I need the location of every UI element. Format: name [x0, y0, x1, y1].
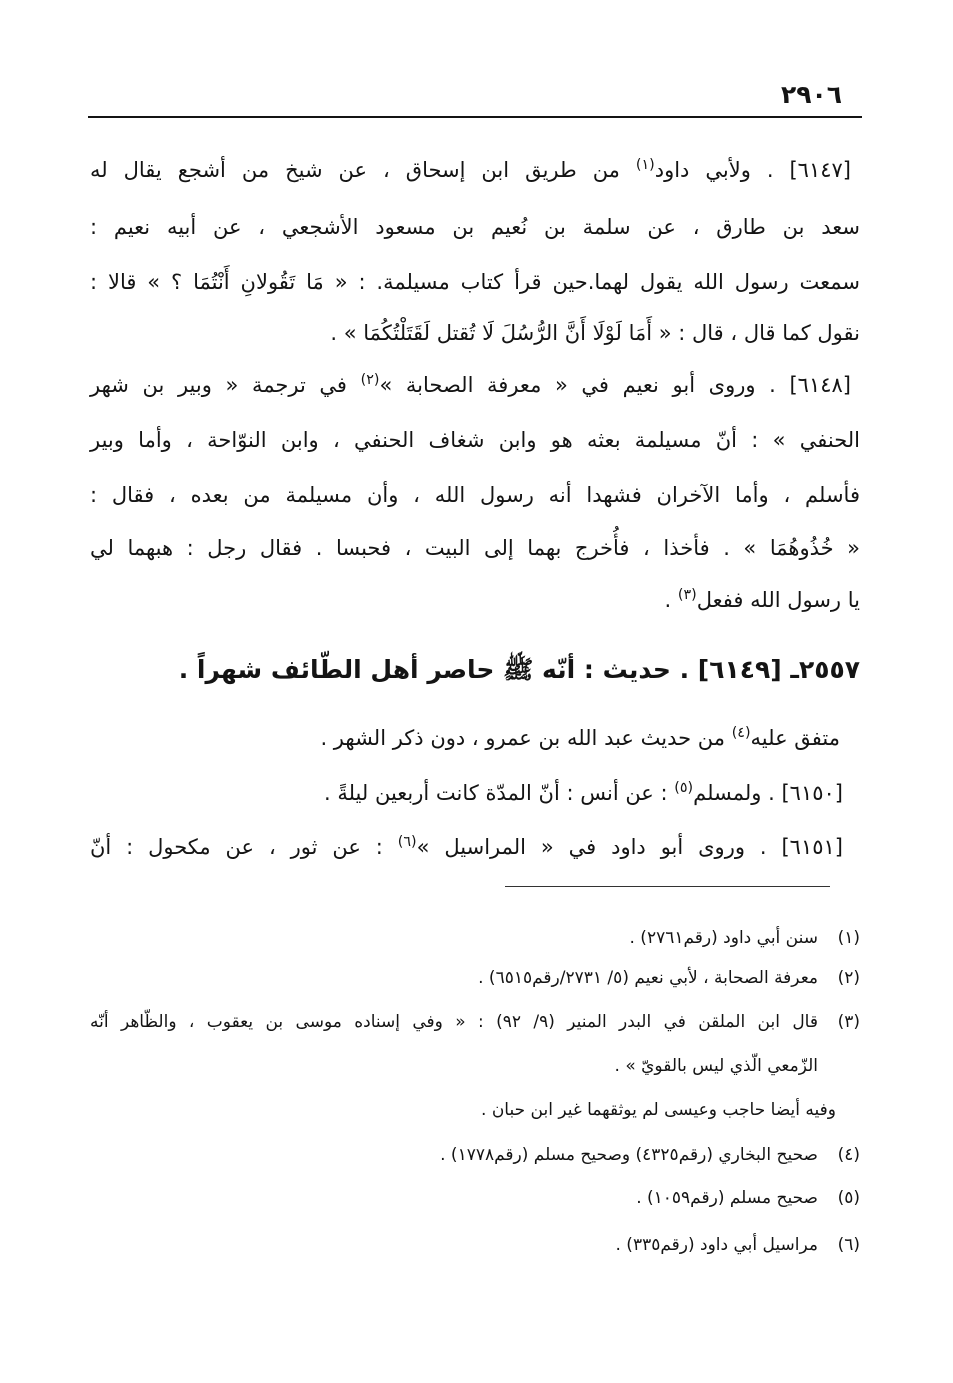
body-line [90, 370, 860, 400]
footnote-number: (٦) [837, 1235, 860, 1255]
line-text: [٦١٤٨] . وروى أبو نعيم في « معرفة الصحابة » [379, 373, 851, 397]
body-line: الحنفي » : أنّ مسيلمة بعثه هو وابن شغاف الحنفي ، وابن النوّاحة ، وأما وبير [90, 428, 860, 452]
footnote-text: الزّمعي الّذي ليس بالقويّ » . [614, 1056, 818, 1076]
footnote-text: صحيح البخاري (رقم٤٣٢٥) وصحيح مسلم (رقم١٧٧٨) . [440, 1145, 818, 1165]
footnote-number: (٢) [837, 968, 860, 988]
footnote-text: قال ابن الملقن في البدر المنير (٩/ ٩٢) : « وفي إسناده موسى بن يعقوب ، والظّاهر أنّه [90, 1012, 818, 1032]
body-line: سمعت رسول الله يقول لهما.حين قرأ كتاب مسيلمة. : « مَا تَقُولانِ أَنْتُمَا ؟ » قالا : [90, 270, 860, 294]
footnote-text: معرفة الصحابة ، لأبي نعيم (٥/ ٢٧٣١/رقم٦٥١٥) . [478, 968, 818, 988]
footnote-ref: (٥) [674, 780, 694, 797]
footnote-number: (٣) [837, 1012, 860, 1032]
footnote-number: (٤) [837, 1145, 860, 1165]
footnote [90, 925, 860, 951]
footnote-divider [505, 886, 830, 887]
footnote-text: مراسيل أبي داود (رقم٣٣٥) . [615, 1235, 818, 1255]
footnote-note [90, 1097, 860, 1123]
line-text: من حديث عبد الله بن عمرو ، دون ذكر الشهر . [320, 726, 732, 750]
body-line: نقول كما قال ، قال : « أَمَا لَوْلَا أَنَّ الرُّسُلَ لَا تُقتل لَقَتَلْتُكُمَا » . [330, 321, 860, 345]
footnote [90, 1232, 860, 1258]
body-line [90, 723, 860, 753]
footnote [90, 1142, 860, 1168]
line-text: متفق عليه [750, 726, 840, 750]
body-line [90, 778, 860, 808]
footnote-number: (١) [837, 928, 860, 948]
footnote [90, 965, 860, 991]
footnote-ref: (٢) [360, 372, 380, 389]
line-text: في ترجمة « وبير بن شهر [90, 373, 361, 397]
footnote-ref: (٤) [731, 725, 751, 742]
footnote-continuation [90, 1053, 860, 1079]
line-text: [٦١٥١] . وروى أبو داود في « المراسيل » [416, 835, 843, 859]
footnote [90, 1185, 860, 1211]
line-text: [٦١٤٧] . ولأبي داود [654, 158, 851, 182]
footnote-text: سنن أبي داود (رقم٢٧٦١) . [629, 928, 818, 948]
footnote [90, 1009, 860, 1035]
line-text: يا رسول الله ففعل [696, 588, 860, 612]
body-line: « خُذُوهُمَا » . فأخذا ، فأُخرج بهما إلى البيت ، فحبسا . فقال رجل : هبهما لي [90, 536, 860, 560]
body-line: فأسلم ، وأما الآخران فشهدا أنه رسول الله ، وأن مسيلمة من بعده ، فقال : [90, 483, 860, 507]
body-line [90, 585, 860, 615]
body-line [90, 155, 860, 185]
line-text: : عن أنس : أنّ المدّة كانت أربعين ليلةً . [323, 781, 675, 805]
footnote-ref: (٦) [397, 834, 417, 851]
line-text: من طريق ابن إسحاق ، عن شيخ من أشجع يقال له [90, 158, 636, 182]
body-line [90, 832, 860, 862]
footnote-text: وفيه أيضا حاجب وعيسى لم يوثقهما غير ابن حبان . [481, 1100, 836, 1120]
footnote-ref: (١) [635, 157, 655, 174]
footnote-text: صحيح مسلم (رقم١٠٥٩) . [636, 1188, 818, 1208]
footnote-ref: (٣) [677, 587, 697, 604]
line-text: : عن ثور ، عن مكحول : أنّ [90, 835, 398, 859]
footnote-number: (٥) [837, 1188, 860, 1208]
line-text: . [664, 588, 678, 612]
line-text: [٦١٥٠] . ولمسلم [693, 781, 843, 805]
header-rule [88, 116, 862, 118]
page-number: ٢٩٠٦ [780, 80, 842, 109]
section-heading: ٢٥٥٧ـ [٦١٤٩] . حديث : أنّه ﷺ حاصر أهل الطّائف شهراً . [178, 655, 860, 684]
body-line: سعد بن طارق ، عن سلمة بن نُعيم بن مسعود الأشجعي ، عن أبيه نعيم : [90, 215, 860, 239]
